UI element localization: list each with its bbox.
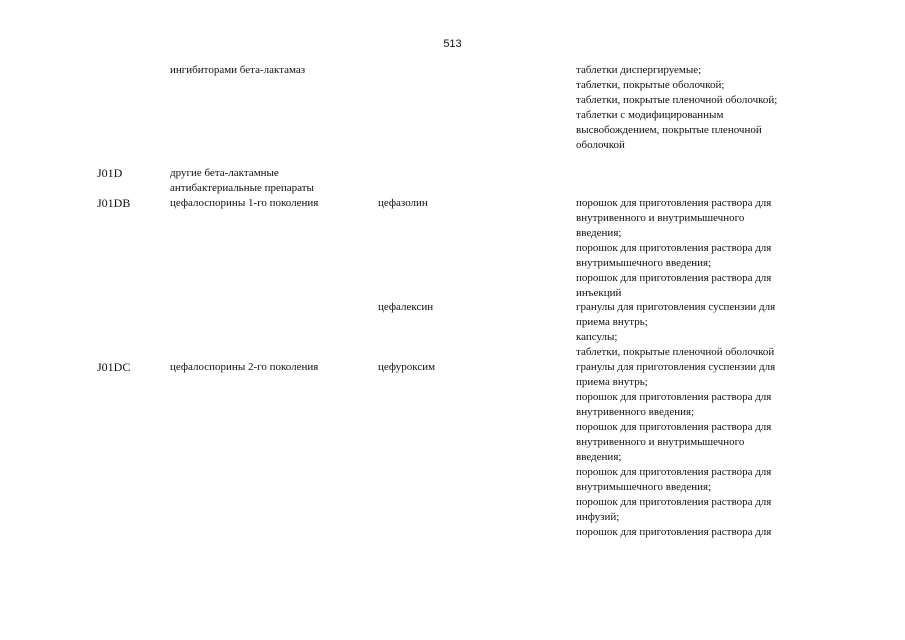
drug-name: цефазолин	[378, 197, 428, 209]
page-number: 513	[443, 38, 462, 50]
dosage-form-line: внутривенного и внутримышечного	[576, 436, 745, 448]
dosage-form-line: порошок для приготовления раствора для	[576, 421, 772, 433]
dosage-form-line: таблетки диспергируемые;	[576, 64, 702, 76]
dosage-form-line: таблетки, покрытые пленочной оболочкой	[576, 346, 775, 358]
dosage-form-line: порошок для приготовления раствора для	[576, 242, 772, 254]
atc-code: J01DB	[97, 196, 131, 210]
dosage-form-line: инъекций	[576, 287, 622, 299]
dosage-form-line: введения;	[576, 227, 622, 239]
dosage-form-line: высвобождением, покрытые пленочной	[576, 124, 762, 136]
dosage-form-line: гранулы для приготовления суспензии для	[576, 361, 776, 373]
dosage-form-line: оболочкой	[576, 139, 625, 151]
dosage-form-line: внутривенного и внутримышечного	[576, 212, 745, 224]
dosage-form-line: внутривенного введения;	[576, 406, 695, 418]
atc-group-name: ингибиторами бета-лактамаз	[170, 64, 306, 76]
dosage-form-line: внутримышечного введения;	[576, 481, 712, 493]
atc-group-name: цефалоспорины 1-го поколения	[170, 197, 319, 209]
drug-name: цефуроксим	[378, 361, 436, 373]
dosage-form-line: гранулы для приготовления суспензии для	[576, 301, 776, 313]
atc-group-name: цефалоспорины 2-го поколения	[170, 361, 319, 373]
dosage-form-line: приема внутрь;	[576, 376, 648, 388]
dosage-form-line: капсулы;	[576, 331, 618, 343]
dosage-form-line: порошок для приготовления раствора для	[576, 466, 772, 478]
dosage-form-line: порошок для приготовления раствора для	[576, 496, 772, 508]
dosage-form-line: таблетки, покрытые оболочкой;	[576, 79, 725, 91]
dosage-form-line: порошок для приготовления раствора для	[576, 526, 772, 538]
drug-name: цефалексин	[378, 301, 434, 313]
dosage-form-line: порошок для приготовления раствора для	[576, 272, 772, 284]
dosage-form-line: введения;	[576, 451, 622, 463]
dosage-form-line: внутримышечного введения;	[576, 257, 712, 269]
dosage-form-line: таблетки с модифицированным	[576, 109, 724, 121]
dosage-form-line: приема внутрь;	[576, 316, 648, 328]
atc-group-name: антибактериальные препараты	[170, 182, 314, 194]
dosage-form-line: инфузий;	[576, 511, 620, 523]
atc-code: J01D	[97, 166, 123, 180]
atc-code: J01DC	[97, 360, 131, 374]
atc-group-name: другие бета-лактамные	[170, 167, 279, 179]
dosage-form-line: порошок для приготовления раствора для	[576, 197, 772, 209]
dosage-form-line: порошок для приготовления раствора для	[576, 391, 772, 403]
dosage-form-line: таблетки, покрытые пленочной оболочкой;	[576, 94, 778, 106]
